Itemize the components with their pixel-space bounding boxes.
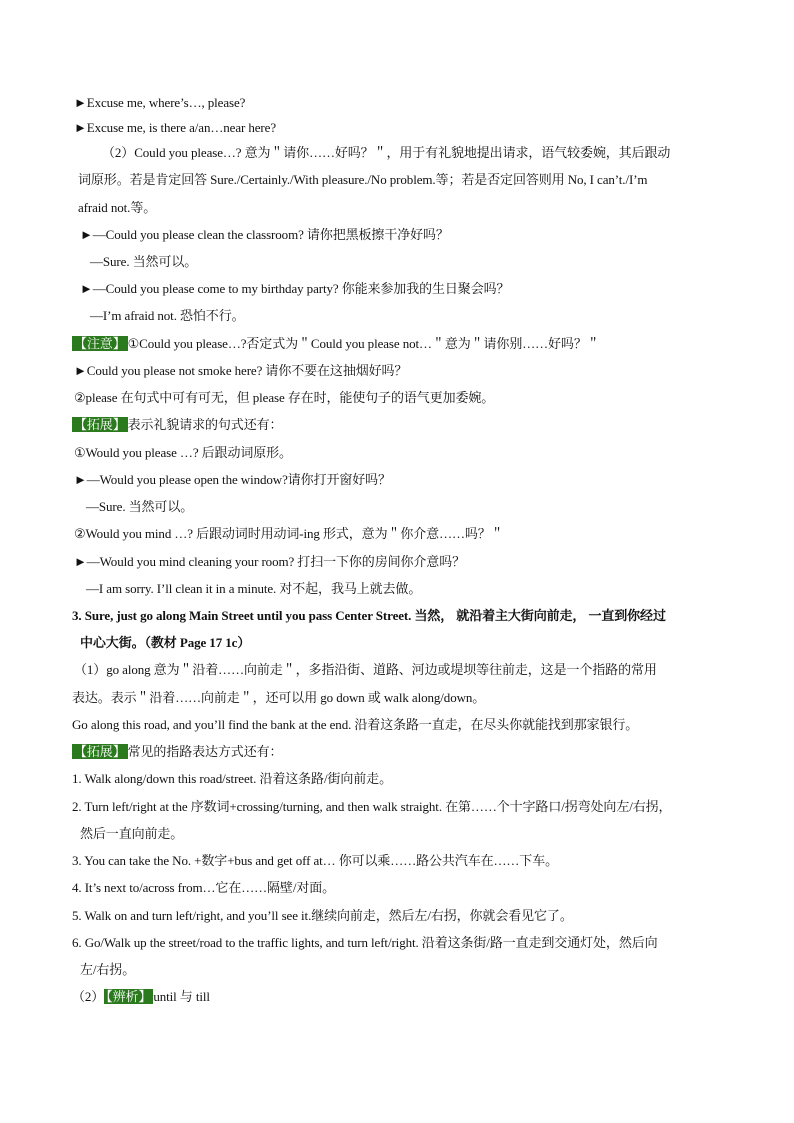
- text-line: ►—Could you please come to my birthday party? 你能来参加我的生日聚会吗？: [80, 281, 510, 296]
- extension-tag: 【拓展】: [74, 744, 126, 759]
- text-line: [72, 335, 600, 353]
- text-line: ►—Would you please open the window?请你打开窗好吗？: [74, 472, 391, 487]
- list-item: 5. Walk on and turn left/right, and you’ll see it.继续向前走，然后左/右拐，你就会看见它了。: [72, 908, 573, 923]
- text-line: 词原形。若是肯定回答 Sure./Certainly./With pleasure./No problem.等；若是否定回答则用 No, I can’t./I’m: [78, 172, 648, 187]
- text-line: 表达。表示＂沿着……向前走＂，还可以用 go down 或 walk along/down。: [72, 690, 486, 705]
- text-line: （2）Could you please…? 意为＂请你……好吗？＂，用于有礼貌地提出请求，语气较委婉，其后跟动: [102, 145, 671, 160]
- text-line: [72, 988, 210, 1006]
- text-line: ►Excuse me, where’s…, please?: [74, 95, 246, 110]
- text-span: （2）: [72, 989, 105, 1004]
- text-line: [72, 416, 282, 434]
- text-line: ►Excuse me, is there a/an…near here?: [74, 120, 277, 135]
- text-line: （1）go along 意为＂沿着……向前走＂，多指沿街、道路、河边或堤坝等往前走，这是一个指路的常用: [74, 662, 657, 677]
- text-line: —I’m afraid not. 恐怕不行。: [90, 308, 245, 323]
- text-span: 常见的指路表达方式还有：: [127, 744, 283, 759]
- list-item: 6. Go/Walk up the street/road to the traffic lights, and turn left/right. 沿着这条街/路一直走到交通灯处，然后向: [72, 935, 658, 950]
- text-span: 表示礼貌请求的句式还有：: [127, 417, 283, 432]
- extension-tag: 【拓展】: [74, 417, 126, 432]
- text-line: ►—Could you please clean the classroom? 请你把黑板擦干净好吗？: [80, 227, 449, 242]
- text-line: ►Could you please not smoke here? 请你不要在这抽烟好吗？: [74, 363, 408, 378]
- text-line: ②Would you mind …? 后跟动词时用动词-ing 形式，意为＂你介意……吗？＂: [74, 526, 504, 541]
- list-item-cont: 然后一直向前走。: [80, 826, 184, 841]
- text-line: —I am sorry. I’ll clean it in a minute. 对不起，我马上就去做。: [86, 581, 422, 596]
- list-item: 3. You can take the No. +数字+bus and get off at… 你可以乘……路公共汽车在……下车。: [72, 853, 558, 868]
- text-span: ①Could you please…?否定式为＂Could you please not…＂意为＂请你别……好吗？＂: [127, 336, 600, 351]
- list-item-cont: 左/右拐。: [80, 962, 136, 977]
- text-line: ②please 在句式中可有可无，但 please 存在时，能使句子的语气更加委婉。: [74, 390, 495, 405]
- list-item: 4. It’s next to/across from…它在……隔壁/对面。: [72, 880, 336, 895]
- text-line: ►—Would you mind cleaning your room? 打扫一下你的房间你介意吗？: [74, 554, 466, 569]
- section-heading-cont: 中心大街。（教材 Page 17 1c）: [80, 635, 251, 650]
- text-line: [72, 743, 282, 761]
- analysis-tag: 【辨析】: [106, 989, 152, 1004]
- note-tag: 【注意】: [74, 336, 126, 351]
- text-line: —Sure. 当然可以。: [90, 254, 198, 269]
- section-heading: 3. Sure, just go along Main Street until you pass Center Street. 当然， 就沿着主大街向前走， 一直到你经过: [72, 608, 666, 623]
- text-line: Go along this road, and you’ll find the bank at the end. 沿着这条路一直走，在尽头你就能找到那家银行。: [72, 717, 639, 732]
- list-item: 2. Turn left/right at the 序数词+crossing/turning, and then walk straight. 在第……个十字路口/拐弯处向左/右拐，: [72, 799, 672, 814]
- list-item: 1. Walk along/down this road/street. 沿着这条路/街向前走。: [72, 771, 392, 786]
- text-line: afraid not.等。: [78, 200, 157, 215]
- text-line: —Sure. 当然可以。: [86, 499, 194, 514]
- text-span: until 与 till: [153, 989, 210, 1004]
- text-line: ①Would you please …? 后跟动词原形。: [74, 445, 292, 460]
